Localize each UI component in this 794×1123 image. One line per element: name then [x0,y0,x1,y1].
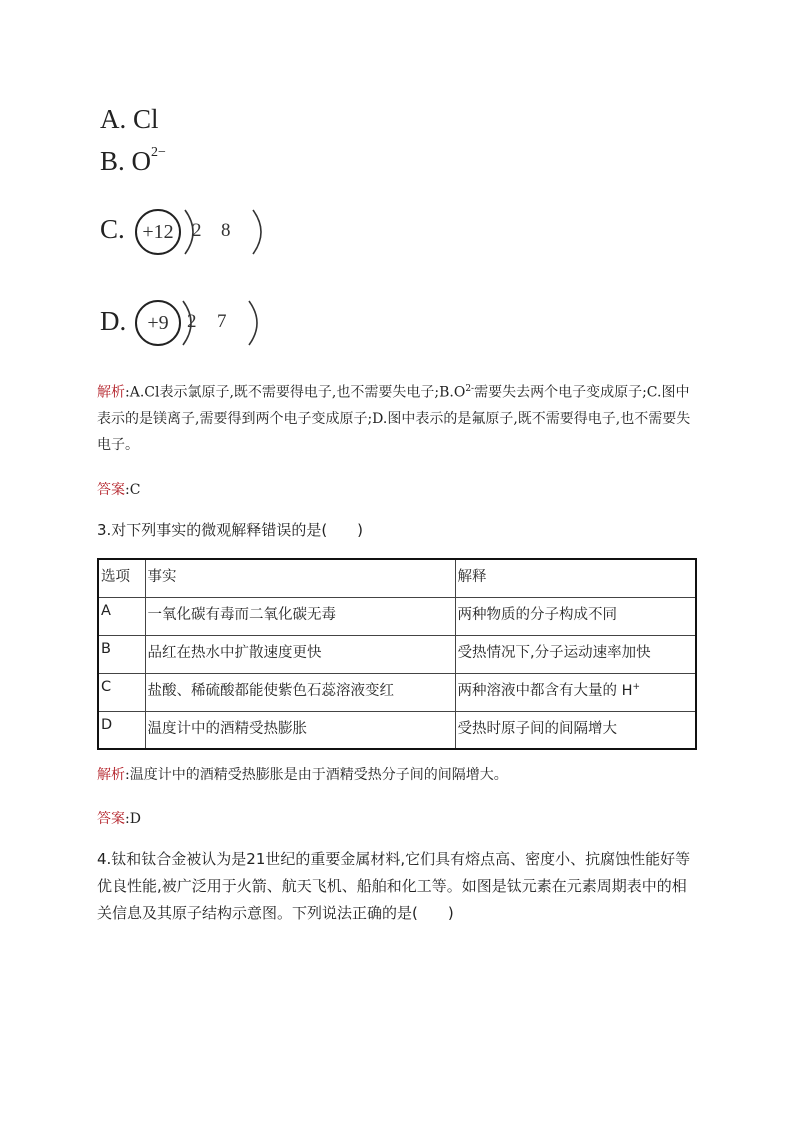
option-c-letter: C. [100,214,125,244]
table-row [98,673,696,711]
analysis-label: 解析 [97,384,125,401]
answer-value: :D [125,811,141,827]
answer-value: :C [125,482,141,498]
facts-table [97,558,697,750]
row-explain: 受热时原子间的间隔增大 [455,711,696,749]
question-4: 4.钛和钛合金被认为是21世纪的重要金属材料,它们具有熔点高、密度小、抗腐蚀性能好等优良性能,被广泛用于火箭、航天飞机、船舶和化工等。如图是钛元素在元素周期表中的相关信息及其原子结构示意图。下列说法正确的是( ) [97,850,691,922]
answer-1 [97,479,140,499]
analysis-1 [97,376,697,458]
table-row [98,635,696,673]
row-option: A [98,597,145,635]
answer-2 [97,808,141,828]
row-fact: 一氧化碳有毒而二氧化碳无毒 [145,597,455,635]
option-b [100,146,166,177]
row-option: B [98,635,145,673]
header-fact: 事实 [145,559,455,597]
option-c-shell-2: 8 [221,220,231,241]
table-header-row [98,559,696,597]
table-row [98,597,696,635]
row-option: C [98,673,145,711]
option-c-shell-1: 2 [192,220,202,241]
row-explain [455,673,696,711]
answer-label: 答案 [97,482,125,498]
table-row [98,711,696,749]
option-d-atom-diagram [135,298,255,348]
option-d-nucleus: +9 [135,300,181,346]
question-3: 3.对下列事实的微观解释错误的是( ) [97,521,364,539]
header-explain: 解释 [455,559,696,597]
row-explain-superscript: + [632,681,641,692]
analysis-text: :温度计中的酒精受热膨胀是由于酒精受热分子间的间隔增大。 [125,767,508,783]
analysis-label: 解析 [97,767,125,783]
option-c-nucleus: +12 [135,209,181,255]
option-b-superscript: 2− [151,145,166,160]
option-d-letter: D. [100,306,127,336]
row-explain-text: 两种溶液中都含有大量的 H [457,682,633,699]
answer-label: 答案 [97,811,125,827]
header-option: 选项 [98,559,145,597]
analysis-text-part1: :A.Cl表示氯原子,既不需要得电子,也不需要失电子;B.O [125,384,466,401]
analysis-superscript: 2- [465,384,475,394]
row-option: D [98,711,145,749]
option-d-shell-1: 2 [187,311,197,332]
option-c-atom-diagram [135,207,255,257]
row-explain: 受热情况下,分子运动速率加快 [455,635,696,673]
analysis-2 [97,762,697,788]
row-fact: 品红在热水中扩散速度更快 [145,635,455,673]
option-a: A. Cl [100,104,159,134]
row-explain: 两种物质的分子构成不同 [455,597,696,635]
option-b-text: B. O [100,146,152,176]
option-d-shell-2: 7 [217,311,227,332]
analysis-text-part2: 需要失去两个电子变成原子;C.图中表示的是镁离子,需要得到两个电子变成原子;D.图中表示的是氟原子,既不需要得电子,也不需要失电子。 [97,384,691,453]
row-fact: 温度计中的酒精受热膨胀 [145,711,455,749]
row-fact: 盐酸、稀硫酸都能使紫色石蕊溶液变红 [145,673,455,711]
